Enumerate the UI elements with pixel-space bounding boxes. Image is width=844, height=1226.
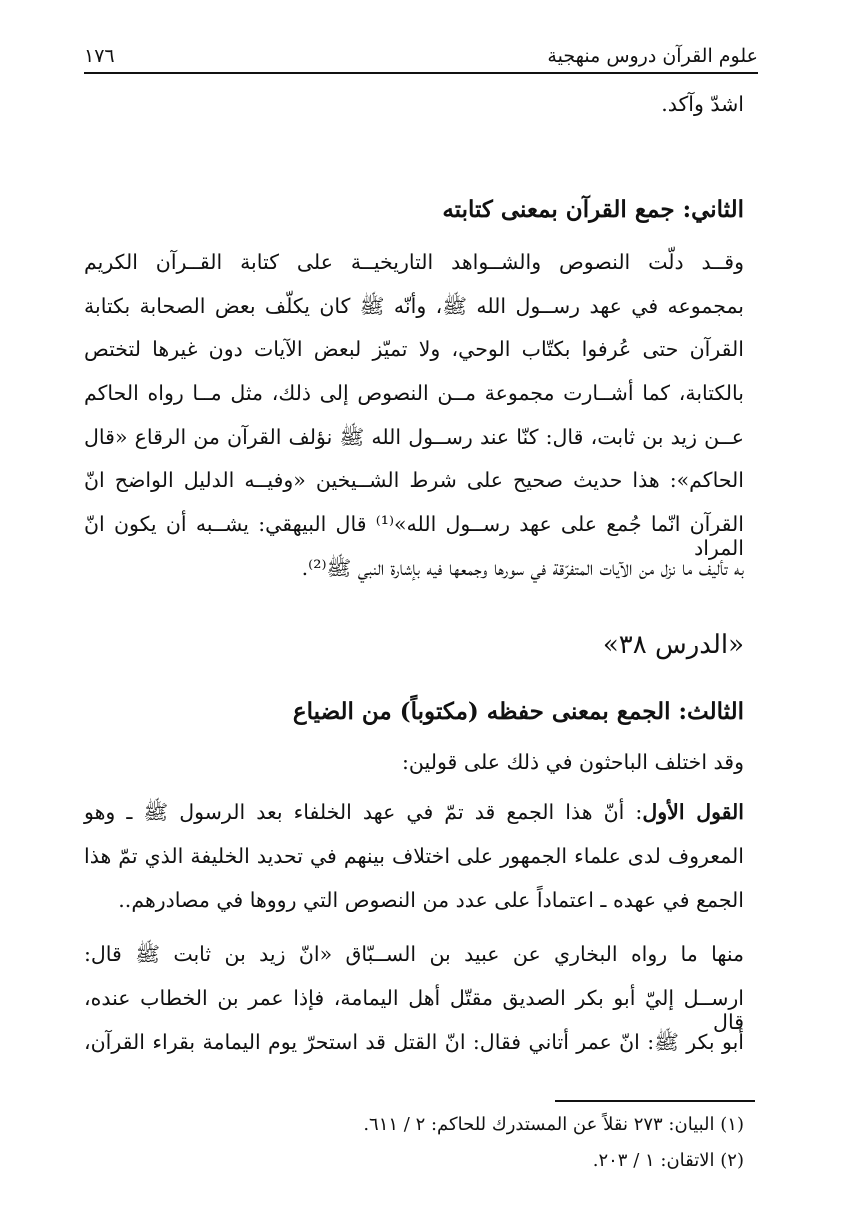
- footnote-1: (١) البيان: ٢٧٣ نقلاً عن المستدرك للحاكم: ٢ / ٦١١.: [363, 1114, 744, 1135]
- paragraph-line: أبو بكر ﷺ: انّ عمر أتاني فقال: انّ القتل قد استحرّ يوم اليمامة بقراء القرآن،: [84, 1030, 744, 1054]
- section-heading-preservation: [84, 698, 744, 725]
- section-heading-lead: الثالث: [687, 698, 744, 725]
- paragraph-line: بالكتابة، كما أشــارت مجموعة مــن النصوص إلى ذلك، مثل مــا رواه الحاكم: [84, 381, 744, 405]
- section-heading-title: : جمع القرآن بمعنى كتابته: [442, 196, 692, 223]
- paragraph-line: عــن زيد بن ثابت، قال: كنّا عند رســول الله ﷺ نؤلف القرآن من الرقاع «قال: [84, 425, 744, 449]
- paragraph-line: الحاكم»: هذا حديث صحيح على شرط الشــيخين «وفيــه الدليل الواضح انّ: [84, 468, 744, 492]
- opening-line: اشدّ وآكد.: [661, 92, 744, 116]
- paragraph-line: القرآن حتى عُرفوا بكتّاب الوحي، ولا تميّز لبعض الآيات دون غيرها لتختص: [84, 337, 744, 361]
- footnote-divider: [555, 1100, 755, 1102]
- opinion-text: : أنّ هذا الجمع قد تمّ في عهد الخلفاء بعد الرسول ﷺ ـ وهو: [84, 800, 643, 824]
- section-heading-lead: الثاني: [691, 196, 744, 223]
- opinion-lead: القول الأول: [642, 800, 744, 824]
- paragraph-line: به تأليف ما نزل من الآيات المتفرّقة في سورها وجمعها فيه بإشارة النبي ﷺ⁽²⁾.: [301, 556, 744, 580]
- paragraph-line: وقــد دلّت النصوص والشــواهد التاريخيــة على كتابة القــرآن الكريم: [84, 250, 744, 274]
- section-heading-writing: [84, 196, 744, 223]
- paragraph-line: الجمع في عهده ـ اعتماداً على عدد من النصوص التي رووها في مصادرهم..: [118, 888, 744, 912]
- page-number: ١٧٦: [84, 45, 115, 67]
- opinion-line: [84, 800, 744, 830]
- lesson-label: «الدرس ٣٨»: [602, 630, 744, 660]
- section-heading-title: : الجمع بمعنى حفظه (مكتوباً) من الضياع: [292, 698, 688, 725]
- paragraph-line: بمجموعه في عهد رســول الله ﷺ، وأنّه ﷺ كان يكلّف بعض الصحابة بكتابة: [84, 294, 744, 318]
- paragraph-line: وقد اختلف الباحثون في ذلك على قولين:: [402, 750, 744, 774]
- paragraph-line: المعروف لدى علماء الجمهور على اختلاف بينهم في تحديد الخليفة الذي تمّ هذا: [84, 844, 744, 868]
- running-header: [84, 40, 758, 74]
- running-title: علوم القرآن دروس منهجية: [547, 45, 758, 67]
- paragraph-line: ارســل إليّ أبو بكر الصديق مقتّل أهل اليمامة، فإذا عمر بن الخطاب عنده، قال: [84, 986, 744, 1034]
- paragraph-line: القرآن انّما جُمع على عهد رســول الله»⁽¹⁾ قال البيهقي: يشــبه أن يكون انّ المراد: [84, 512, 744, 560]
- footnote-2: (٢) الاتقان: ١ / ٢٠٣.: [592, 1150, 744, 1171]
- paragraph-line: منها ما رواه البخاري عن عبيد بن الســبّاق «انّ زيد بن ثابت ﷺ قال:: [84, 942, 744, 966]
